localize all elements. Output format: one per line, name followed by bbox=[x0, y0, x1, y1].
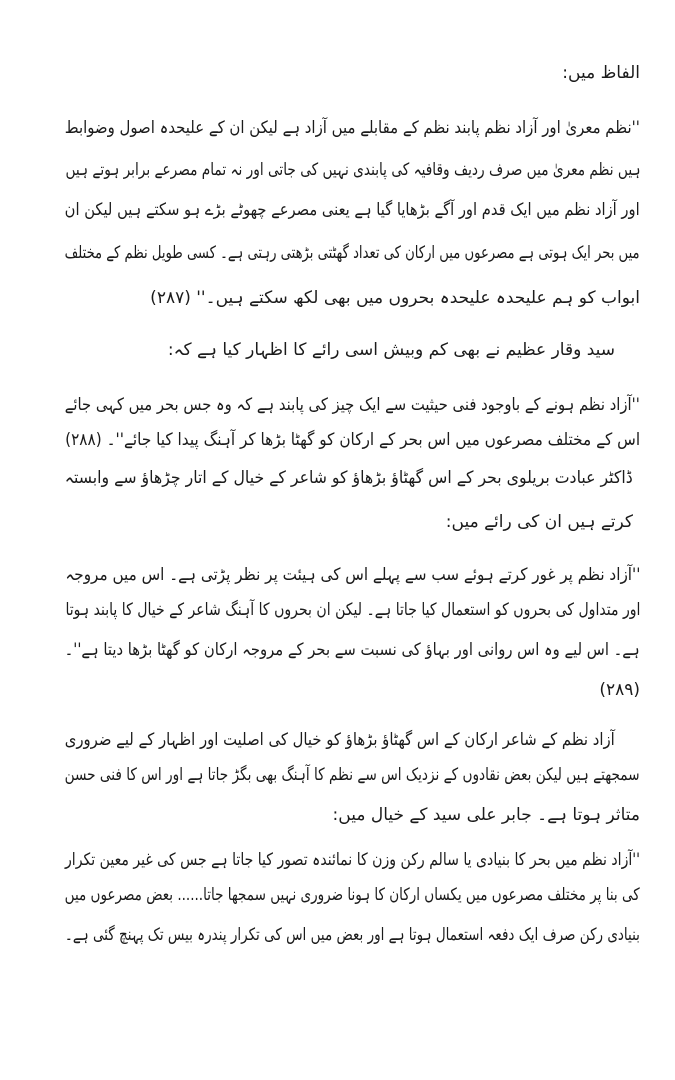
quote-line bbox=[65, 197, 640, 223]
citation-289 bbox=[65, 677, 640, 703]
line-text: میں بحر ایک ہوتی ہے مصرعوں میں ارکان کی تعداد گھٹتی بڑھتی رہتی ہے۔ کسی طویل نظم کے مختلف bbox=[65, 243, 640, 263]
line-text: اور آزاد نظم میں ایک قدم اور آگے بڑھایا گیا ہے یعنی مصرعے چھوٹے بڑے ہو سکتے ہیں لیکن ان bbox=[65, 200, 640, 220]
text-line bbox=[65, 60, 640, 86]
quote-line bbox=[65, 597, 640, 623]
line-text: کرتے ہیں ان کی رائے میں: bbox=[445, 512, 633, 532]
quote-line bbox=[65, 392, 640, 418]
line-text: ''آزاد نظم پر غور کرتے ہوئے سب سے پہلے اس کی ہیئت پر نظر پڑتی ہے۔ اس میں مروجہ bbox=[65, 565, 640, 585]
quote-line bbox=[65, 637, 640, 663]
text-line bbox=[65, 337, 615, 363]
quote-line bbox=[65, 562, 640, 588]
text-line bbox=[65, 509, 633, 535]
line-text: ابواب کو ہم علیحدہ علیحدہ بحروں میں بھی لکھ سکتے ہیں۔'' (۲۸۷) bbox=[150, 288, 640, 308]
line-text: متاثر ہوتا ہے۔ جابر علی سید کے خیال میں: bbox=[332, 805, 640, 825]
line-text: ''نظم معریٰ اور آزاد نظم پابند نظم کے مقابلے میں آزاد ہے لیکن ان کے علیحدہ اصول وضوابط bbox=[65, 118, 640, 138]
quote-line bbox=[65, 922, 640, 948]
line-text: ہیں نظم معریٰ میں صرف ردیف وقافیہ کی پابندی نہیں کی جاتی اور نہ تمام مصرعے برابر ہوتے ہیں bbox=[65, 160, 640, 180]
line-text: کی بنا پر مختلف مصرعوں میں یکساں ارکان کا ہونا ضروری نہیں سمجھا جاتا...... بعض مصرعوں میں bbox=[65, 885, 640, 905]
line-text: آزاد نظم کے شاعر ارکان کے اس گھٹاؤ بڑھاؤ کو خیال کی اصلیت اور اظہار کے لیے ضروری bbox=[65, 730, 615, 750]
line-text: الفاظ میں: bbox=[562, 63, 640, 83]
line-text: بنیادی رکن صرف ایک دفعہ استعمال ہوتا ہے اور بعض میں اس کی تکرار پندرہ بیس تک پہنچ گئی ہے۔ bbox=[65, 925, 640, 945]
line-text: ''آزاد نظم ہونے کے باوجود فنی حیثیت سے ایک چیز کی پابند ہے کہ وہ جس بحر میں کہی جائے bbox=[65, 395, 640, 415]
line-text: (۲۸۹) bbox=[599, 680, 640, 700]
quote-line bbox=[65, 847, 640, 873]
quote-line bbox=[65, 882, 640, 908]
text-line bbox=[65, 802, 640, 828]
line-text: اور متداول کی بحروں کو استعمال کیا جاتا ہے۔ لیکن ان بحروں کا آہنگ شاعر کے خیال کا پابند ہوتا bbox=[65, 600, 640, 620]
line-text: ڈاکٹر عبادت بریلوی بحر کے اس گھٹاؤ بڑھاؤ کو شاعر کے خیال کے اتار چڑھاؤ سے وابستہ bbox=[65, 468, 633, 488]
text-line bbox=[65, 762, 640, 788]
quote-line bbox=[65, 240, 640, 266]
text-line bbox=[65, 727, 615, 753]
quote-line-citation-288 bbox=[65, 427, 640, 453]
text-line bbox=[65, 465, 633, 491]
line-text: ہے۔ اس لیے وہ اس روانی اور بہاؤ کی نسبت سے بحر کے مروجہ ارکان کو گھٹا بڑھا دیتا ہے''۔ bbox=[65, 640, 640, 660]
quote-line bbox=[65, 157, 640, 183]
line-text: سمجھتے ہیں لیکن بعض نقادوں کے نزدیک اس سے نظم کا آہنگ بھی بگڑ جاتا ہے اور اس کا فنی حسن bbox=[65, 765, 640, 785]
line-text: ''آزاد نظم میں بحر کا بنیادی یا سالم رکن وزن کا نمائندہ تصور کیا جاتا ہے جس کی غیر معین تکرار bbox=[65, 850, 640, 870]
quote-line-citation-287 bbox=[65, 285, 640, 311]
line-text: اس کے مختلف مصرعوں میں اس بحر کے ارکان کو گھٹا بڑھا کر آہنگ پیدا کیا جائے''۔ (۲۸۸) bbox=[65, 430, 641, 450]
quote-line bbox=[65, 115, 640, 141]
line-text: سید وقار عظیم نے بھی کم وبیش اسی رائے کا اظہار کیا ہے کہ: bbox=[167, 340, 615, 360]
